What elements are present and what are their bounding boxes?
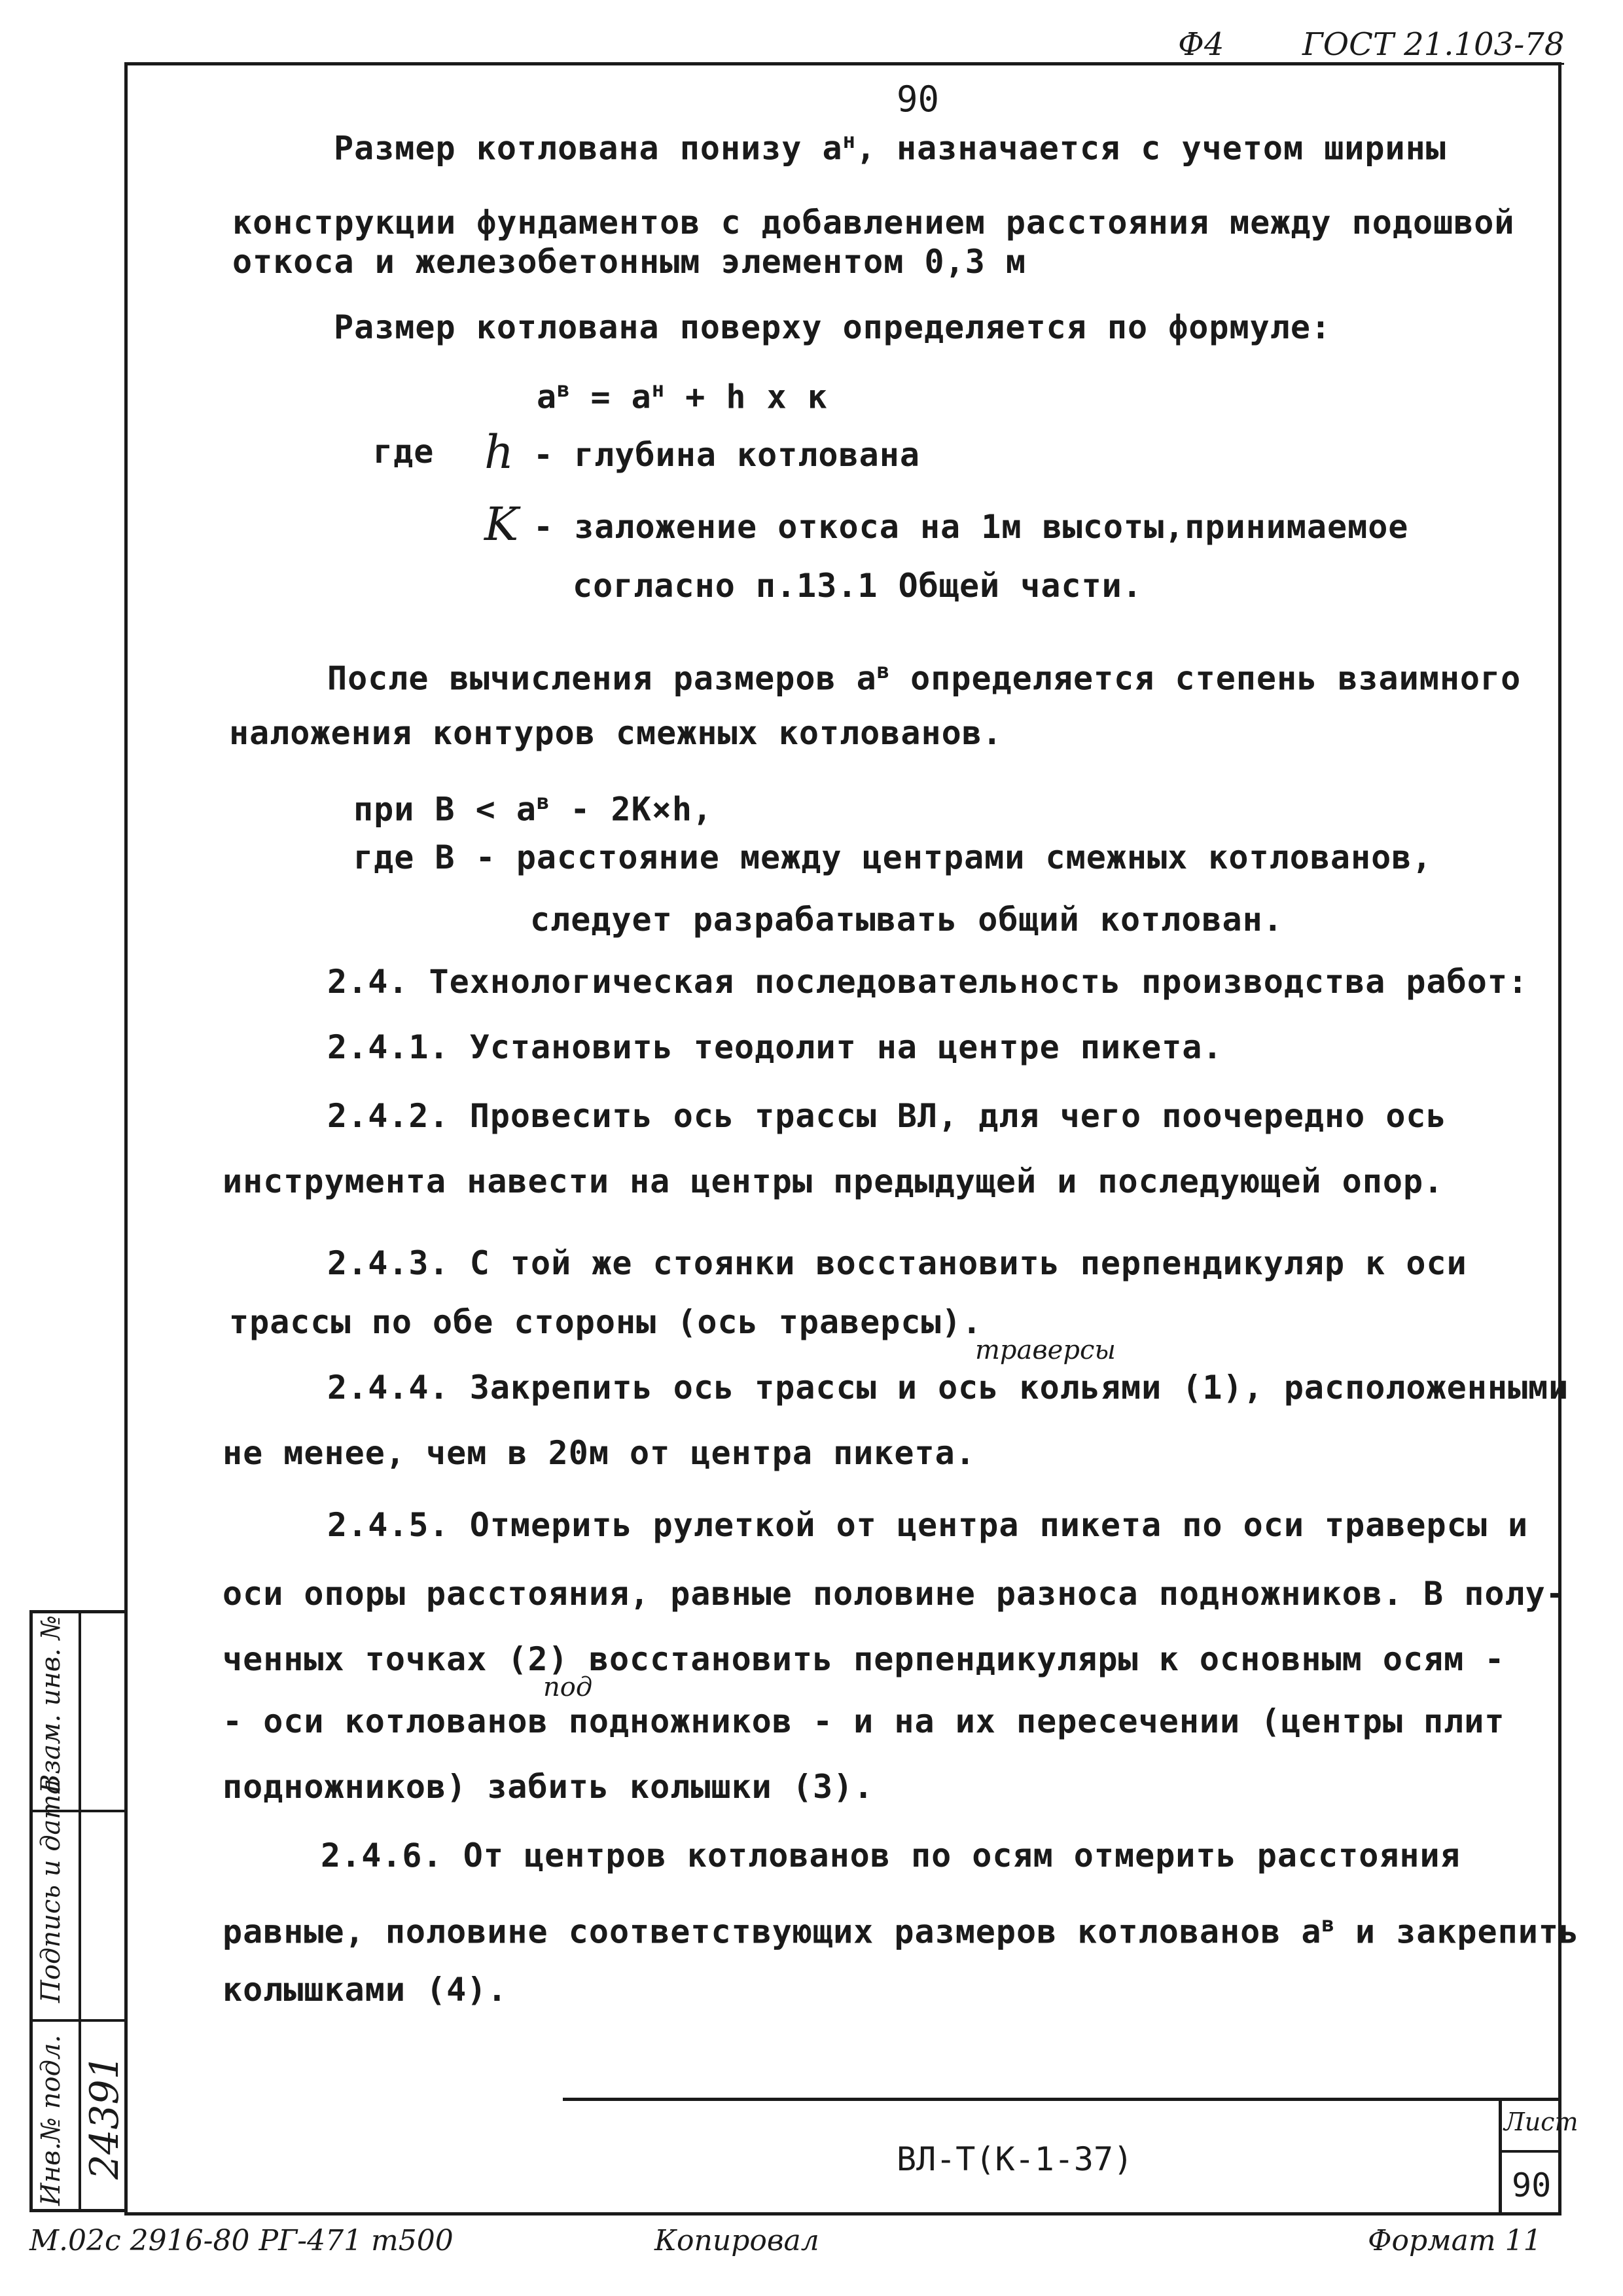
sheet-mark: Ф4 (1178, 26, 1224, 63)
section-2-4-5-c: ченных точках (2) восстановить перпендикуляры к основным осям - (223, 1640, 1505, 1678)
section-2-4-3-a: 2.4.3. С той же стоянки восстановить перпендикуляр к оси (327, 1244, 1467, 1282)
sheet-label: Лист (1504, 2108, 1578, 2136)
standard-code: ГОСТ 21.103-78 (1302, 26, 1564, 65)
paragraph-3-line-2: наложения контуров смежных котлованов. (229, 714, 1003, 752)
page-number-top: 90 (897, 79, 940, 120)
condition-where: где В - расстояние между центрами смежных котлованов, (353, 838, 1433, 876)
where-h-symbol: h (484, 425, 514, 479)
paragraph-3-line-1: После вычисления размеров $а^в$ определяется степень взаимного (327, 658, 1522, 698)
section-2-4-6-b: равные, половине соответствующих размеров котлованов $а^в$ и закрепить (223, 1912, 1580, 1951)
where-h-text: - глубина котлована (533, 436, 920, 474)
paragraph-1-line-1: Размер котлована понизу $а^н$, назначается с учетом ширины (334, 128, 1446, 168)
section-2-4-4-b: не менее, чем в 20м от центра пикета. (223, 1434, 976, 1472)
paragraph-1-line-3: откоса и железобетонным элементом 0,3 м (232, 243, 1026, 281)
where-k-text: - заложение откоса на 1м высоты,принимаемое (533, 508, 1409, 546)
stamp-replacement-label: Взам. инв. № (36, 1615, 66, 1793)
order-number: М.02с 2916-80 РГ-471 т500 (29, 2224, 454, 2257)
paragraph-1-line-2: конструкции фундаментов с добавлением расстояния между подошвой (232, 204, 1515, 242)
condition-result: следует разрабатывать общий котлован. (530, 901, 1283, 939)
section-2-4-1: 2.4.1. Установить теодолит на центре пикета. (327, 1028, 1223, 1066)
section-2-4-3-b: трассы по обе стороны (ось траверсы). (229, 1303, 982, 1341)
section-2-4-4-a: 2.4.4. Закрепить ось трассы и ось кольями (1), расположенными (327, 1369, 1569, 1407)
section-2-4-5-d: - оси котлованов подножников - и на их пересечении (центры плит (223, 1702, 1505, 1740)
document-code: ВЛ-Т(К-1-37) (897, 2140, 1133, 2178)
stamp-inventory-label: Инв.№ подл. (36, 2034, 66, 2206)
stamp-signature-label: Подпись и дата (36, 1778, 66, 2003)
where-k-text-2: согласно п.13.1 Общей части. (573, 567, 1143, 605)
section-2-4-6-c: колышками (4). (223, 1971, 508, 2009)
copied-by: Копировал (654, 2224, 819, 2257)
section-2-4-5-e: подножников) забить колышки (3). (223, 1768, 874, 1806)
section-2-4-6-a: 2.4.6. От центров котлованов по осям отмерить расстояния (321, 1837, 1461, 1874)
paragraph-2-line-1: Размер котлована поверху определяется по формуле: (334, 308, 1332, 346)
section-2-4-5-note: под (543, 1672, 593, 1702)
stamp-inventory-number: 24391 (82, 2054, 128, 2179)
section-2-4-5-a: 2.4.5. Отмерить рулеткой от центра пикета по оси траверсы и (327, 1506, 1529, 1544)
section-2-4-5-b: оси опоры расстояния, равные половине разноса подножников. В полу- (223, 1575, 1566, 1613)
section-2-4-2-b: инструмента навести на центры предыдущей и последующей опор. (223, 1162, 1444, 1200)
section-2-4-2-a: 2.4.2. Провесить ось трассы ВЛ, для чего поочередно ось (327, 1097, 1447, 1135)
formula: $а^в = а^н + h$ х к (537, 377, 828, 416)
sheet-number: 90 (1512, 2166, 1552, 2204)
where-k-symbol: K (484, 497, 519, 551)
section-2-4: 2.4. Технологическая последовательность производства работ: (327, 963, 1529, 1001)
where-h-label: где (373, 433, 435, 471)
condition-line: при $В < а^в - 2К\times h$, (353, 789, 713, 829)
section-2-4-4-note: траверсы (975, 1335, 1116, 1365)
format-label: Формат 11 (1368, 2224, 1542, 2257)
